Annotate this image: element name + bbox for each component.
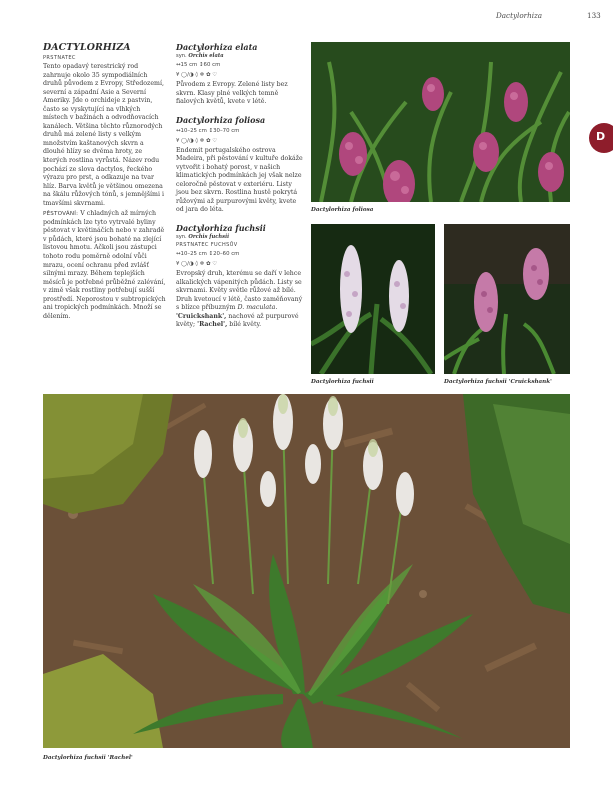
caption-cruickshank: Dactylorhiza fuchsii 'Cruickshank' [444, 379, 552, 385]
genus-title: DACTYLORHIZA [43, 42, 131, 53]
species-text: Endemit portugalského ostrova Madeira, při pěstování v kultuře dokáže vytvořit i bohatý porost, v našich klimatických podmínkách jej však nelze celoročně pěstovat v exteriéru. Listy jsou bez skvrn. Rostlina hustě pokrytá růžovými až purpurovými květy, kvete od jara do léta. [176, 146, 303, 214]
photo-fuchsii [311, 224, 435, 374]
section-tab [589, 123, 613, 153]
species-text: Původem z Evropy. Zelené listy bez skvrn. Klasy plné velkých temně fialových květů, kvete v létě. [176, 81, 288, 106]
caption-rachel: Dactylorhiza fuchsii 'Rachel' [43, 755, 133, 761]
species-symbols: ¥ ◯/◑ ◊ ❄ ✿ ♡ [176, 137, 218, 144]
orchid-photo-image [444, 224, 570, 374]
caption-foliosa: Dactylorhiza foliosa [311, 207, 374, 213]
section-tab-letter: D [596, 130, 606, 143]
species-synonym: syn. Orchis fuchsii [176, 234, 230, 241]
care-text: V chladných až mírných podmínkách lze tyto vytrvalé byliny pěstovat v květináčích nebo v zahradě v půdách, které jsou bohaté na zlející listovou hmotu. Ačkoli jsou zástupci tohoto rodu poměrně odolní vůči mrazu, ocení ochranu před zvlášť silnými mrazy. Během teplejších měsíců je potřebné průběžné zalévání, v zimě však rostliny potřebují sušší prostředí. Neporostou v subtropických ani tropických podmínkách. Množí se dělením. [43, 210, 166, 320]
page-number: 133 [587, 11, 601, 20]
species-entry [176, 223, 304, 330]
genus-description: Tento opadavý terestrický rod zahrnuje okolo 35 sympodiálních druhů původem z Evropy, Středozemí, severní a západní Asie a Severní Ameriky. Jde o orchideje z pastvin, často se vyskytující na vlhkých místech v bažinách a odvodňovacích kanálech. Většina těchto různorodých druhů má zelené listy s velkým množstvím kaštanových skvrn a dlouhé hlízy se dvěma hroty, ze kterých rostlina vyrůstá. Název rodu pochází ze slova dactylos, řeckého výrazu pro prst, a odkazuje na tvar hlíz. Barva květů je většinou omezena na škálu růžových tónů, s jemnějšími i tmavšími skvrnami. [43, 63, 164, 207]
photo-foliosa [311, 42, 570, 202]
species-column [176, 42, 304, 338]
photo-rachel [43, 394, 570, 748]
species-sizes: ↔10–25 cm ↕20–60 cm [176, 251, 240, 258]
orchid-photo-image [43, 394, 570, 748]
species-text: Evropský druh, kterému se daří v lehce alkalických vápenitých půdách. Listy se skvrnami. Květy světle růžové až bílé. Druh kvetoucí v létě, často zaměňovaný s blízce příbuzným D. maculata. 'Cruickshank', nachové až purpurové květy; 'Rachel', bílé květy. [176, 270, 303, 329]
caption-fuchsii: Dactylorhiza fuchsii [311, 379, 374, 385]
orchid-photo-image [311, 224, 435, 374]
cultivar-name: 'Rachel', [197, 321, 228, 329]
species-entry [176, 115, 304, 215]
cultivar-name: 'Cruickshank', [176, 312, 227, 320]
genus-intro [43, 42, 167, 321]
species-name: Dactylorhiza fuchsii [176, 223, 266, 234]
care-lead: PĚSTOVÁNÍ: [43, 211, 79, 218]
running-title: Dactylorhiza [496, 11, 543, 20]
photo-cruickshank [444, 224, 570, 374]
species-sizes: ↔15 cm ↕60 cm [176, 62, 221, 68]
species-entry [176, 42, 304, 107]
species-name: Dactylorhiza foliosa [176, 114, 266, 125]
genus-common-name: PRSTNATEC [43, 55, 76, 61]
species-symbols: ¥ ◯/◑ ◊ ❄ ✿ ♡ [176, 261, 218, 268]
orchid-photo-image [311, 42, 570, 202]
species-name: Dactylorhiza elata [176, 42, 258, 52]
species-common-name: PRSTNATEC FUCHSŮV [176, 242, 238, 249]
species-sizes: ↔10–25 cm ↕30–70 cm [176, 127, 240, 134]
species-synonym: syn. Orchis elata [176, 53, 224, 59]
genus-care [43, 210, 167, 321]
species-symbols: ¥ ◯/◑ ◊ ❄ ✿ ♡ [176, 72, 218, 78]
